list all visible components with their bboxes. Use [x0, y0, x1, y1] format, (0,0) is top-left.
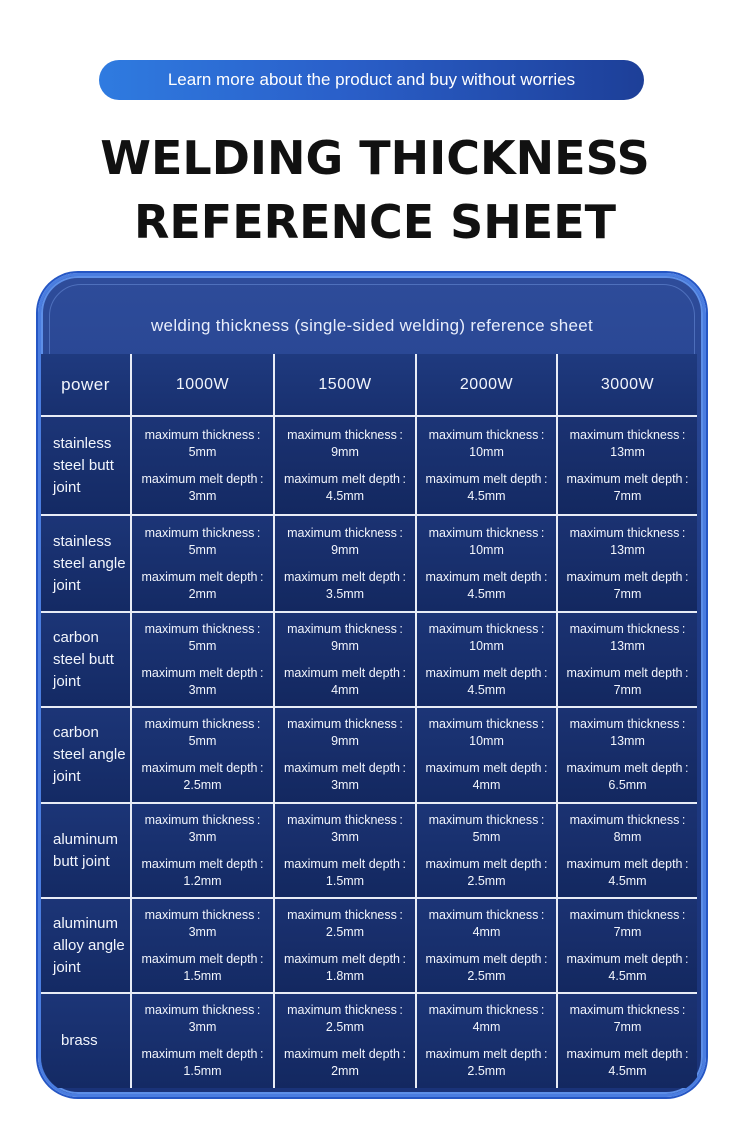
- melt-depth-pair: [567, 856, 689, 890]
- thickness-pair: [145, 907, 261, 941]
- thickness-label: maximum thickness :: [428, 427, 545, 442]
- melt-depth-pair: [142, 951, 264, 985]
- thickness-label: maximum thickness :: [428, 717, 545, 731]
- thickness-pair: [287, 1002, 403, 1036]
- thickness-pair: [145, 812, 261, 846]
- thickness-value: 2.5mm: [325, 924, 365, 939]
- thickness-label: maximum thickness :: [287, 525, 403, 540]
- column-header-1500w: 1500W: [275, 354, 417, 417]
- thickness-pair: [429, 427, 545, 461]
- melt-depth-label: maximum melt depth :: [566, 951, 689, 966]
- thickness-value: 3mm: [188, 1020, 217, 1034]
- thickness-value: 5mm: [188, 734, 217, 748]
- thickness-pair: [145, 621, 261, 655]
- column-header-power: power: [41, 354, 132, 417]
- thickness-label: maximum thickness :: [144, 1003, 261, 1017]
- melt-depth-label: maximum melt depth :: [141, 471, 264, 486]
- table-row: [41, 994, 697, 1088]
- melt-depth-value: 2mm: [331, 1064, 359, 1078]
- thickness-pair: [570, 621, 686, 655]
- thickness-value: 13mm: [610, 444, 645, 459]
- table-cell: [132, 994, 275, 1088]
- melt-depth-label: maximum melt depth :: [566, 471, 689, 486]
- table-cell: [558, 708, 697, 804]
- melt-depth-pair: [284, 569, 406, 603]
- thickness-pair: [287, 525, 403, 559]
- melt-depth-label: maximum melt depth :: [566, 569, 689, 584]
- table-row: [41, 804, 697, 899]
- thickness-pair: [429, 907, 545, 941]
- melt-depth-value: 1.5mm: [183, 1064, 222, 1078]
- thickness-value: 10mm: [469, 734, 504, 748]
- thickness-label: maximum thickness :: [144, 621, 261, 636]
- thickness-value: 9mm: [331, 734, 359, 748]
- row-material-label: aluminum butt joint: [41, 804, 132, 899]
- melt-depth-pair: [284, 760, 406, 794]
- thickness-label: maximum thickness :: [569, 621, 686, 636]
- table-cell: [558, 804, 697, 899]
- melt-depth-label: maximum melt depth :: [284, 951, 406, 966]
- thickness-pair: [570, 1002, 686, 1036]
- melt-depth-label: maximum melt depth :: [566, 856, 689, 871]
- page-title-line-1: WELDING THICKNESS: [100, 131, 650, 185]
- thickness-pair: [570, 716, 686, 750]
- thickness-pair: [287, 812, 403, 846]
- table-cell: [275, 899, 417, 994]
- melt-depth-label: maximum melt depth :: [566, 1047, 689, 1061]
- table-cell: [275, 613, 417, 708]
- table-row: [41, 708, 697, 804]
- thickness-value: 9mm: [331, 638, 359, 653]
- column-header-1000w: 1000W: [132, 354, 275, 417]
- melt-depth-pair: [567, 760, 689, 794]
- thickness-label: maximum thickness :: [569, 717, 686, 731]
- melt-depth-pair: [284, 471, 406, 505]
- thickness-label: maximum thickness :: [569, 812, 686, 827]
- table-cell: [275, 804, 417, 899]
- melt-depth-pair: [142, 569, 264, 603]
- melt-depth-label: maximum melt depth :: [425, 471, 548, 486]
- melt-depth-label: maximum melt depth :: [425, 951, 548, 966]
- melt-depth-value: 7mm: [613, 586, 642, 601]
- table-cell: [558, 899, 697, 994]
- table-row: [41, 417, 697, 516]
- thickness-value: 3mm: [331, 829, 359, 844]
- thickness-pair: [429, 812, 545, 846]
- table-cell: [275, 994, 417, 1088]
- table-cell: [132, 899, 275, 994]
- thickness-value: 2.5mm: [325, 1020, 365, 1034]
- melt-depth-pair: [142, 760, 264, 794]
- melt-depth-pair: [284, 665, 406, 699]
- thickness-value: 7mm: [613, 1020, 642, 1034]
- row-material-label: carbon steel angle joint: [41, 708, 132, 804]
- melt-depth-label: maximum melt depth :: [284, 1047, 406, 1061]
- melt-depth-pair: [567, 569, 689, 603]
- melt-depth-label: maximum melt depth :: [284, 569, 406, 584]
- thickness-pair: [429, 1002, 545, 1036]
- melt-depth-pair: [426, 1046, 548, 1080]
- thickness-value: 3mm: [188, 924, 217, 939]
- melt-depth-pair: [142, 471, 264, 505]
- melt-depth-pair: [426, 760, 548, 794]
- thickness-label: maximum thickness :: [287, 427, 403, 442]
- table-row: [41, 516, 697, 613]
- thickness-label: maximum thickness :: [569, 427, 686, 442]
- table-header-row: [41, 354, 697, 417]
- melt-depth-value: 4.5mm: [608, 1064, 647, 1078]
- melt-depth-label: maximum melt depth :: [141, 569, 264, 584]
- melt-depth-pair: [284, 951, 406, 985]
- melt-depth-value: 2.5mm: [467, 968, 506, 983]
- thickness-value: 13mm: [610, 542, 645, 557]
- column-header-3000w: 3000W: [558, 354, 697, 417]
- table-cell: [417, 899, 558, 994]
- thickness-value: 5mm: [472, 829, 501, 844]
- melt-depth-value: 4.5mm: [467, 682, 506, 697]
- thickness-value: 7mm: [613, 924, 642, 939]
- melt-depth-pair: [567, 665, 689, 699]
- table-cell: [558, 516, 697, 613]
- thickness-pair: [145, 1002, 261, 1036]
- melt-depth-pair: [426, 569, 548, 603]
- melt-depth-pair: [567, 471, 689, 505]
- table-cell: [417, 804, 558, 899]
- thickness-label: maximum thickness :: [287, 717, 403, 731]
- table-row: [41, 613, 697, 708]
- thickness-value: 13mm: [610, 638, 645, 653]
- reference-table-panel: [38, 273, 706, 1097]
- thickness-pair: [287, 427, 403, 461]
- thickness-pair: [570, 427, 686, 461]
- thickness-pair: [287, 716, 403, 750]
- row-material-label: stainless steel butt joint: [41, 417, 132, 516]
- thickness-label: maximum thickness :: [144, 525, 261, 540]
- thickness-label: maximum thickness :: [428, 1003, 545, 1017]
- melt-depth-value: 2.5mm: [467, 873, 506, 888]
- melt-depth-value: 1.2mm: [183, 873, 222, 888]
- melt-depth-label: maximum melt depth :: [425, 856, 548, 871]
- table-cell: [417, 994, 558, 1088]
- thickness-label: maximum thickness :: [569, 907, 686, 922]
- thickness-label: maximum thickness :: [144, 907, 261, 922]
- melt-depth-pair: [142, 665, 264, 699]
- melt-depth-value: 7mm: [613, 488, 642, 503]
- melt-depth-pair: [567, 1046, 689, 1080]
- melt-depth-label: maximum melt depth :: [284, 471, 406, 486]
- thickness-pair: [429, 525, 545, 559]
- melt-depth-value: 4mm: [331, 682, 359, 697]
- table-row: [41, 899, 697, 994]
- table-cell: [132, 613, 275, 708]
- table-cell: [558, 613, 697, 708]
- row-material-label: brass: [41, 994, 132, 1088]
- thickness-label: maximum thickness :: [287, 1003, 403, 1017]
- melt-depth-value: 4.5mm: [467, 488, 506, 503]
- melt-depth-value: 4.5mm: [325, 488, 365, 503]
- thickness-pair: [287, 621, 403, 655]
- table-cell: [417, 613, 558, 708]
- thickness-label: maximum thickness :: [428, 525, 545, 540]
- table-cell: [558, 417, 697, 516]
- thickness-pair: [145, 427, 261, 461]
- table-cell: [417, 516, 558, 613]
- thickness-value: 13mm: [610, 734, 645, 748]
- thickness-value: 10mm: [469, 542, 504, 557]
- table-cell: [417, 417, 558, 516]
- melt-depth-value: 4mm: [472, 778, 501, 792]
- melt-depth-value: 3mm: [188, 682, 217, 697]
- thickness-pair: [570, 525, 686, 559]
- melt-depth-pair: [142, 1046, 264, 1080]
- melt-depth-pair: [426, 856, 548, 890]
- table-cell: [275, 417, 417, 516]
- row-material-label: carbon steel butt joint: [41, 613, 132, 708]
- table-cell: [132, 516, 275, 613]
- melt-depth-label: maximum melt depth :: [141, 665, 264, 680]
- thickness-pair: [287, 907, 403, 941]
- promo-banner-text: Learn more about the product and buy without worries: [167, 70, 576, 89]
- thickness-value: 4mm: [472, 924, 501, 939]
- thickness-label: maximum thickness :: [428, 621, 545, 636]
- table-cell: [132, 417, 275, 516]
- thickness-value: 5mm: [188, 638, 217, 653]
- melt-depth-value: 1.5mm: [325, 873, 365, 888]
- melt-depth-pair: [284, 1046, 406, 1080]
- melt-depth-label: maximum melt depth :: [566, 665, 689, 680]
- table-cell: [417, 708, 558, 804]
- thickness-label: maximum thickness :: [144, 812, 261, 827]
- thickness-value: 9mm: [331, 542, 359, 557]
- thickness-pair: [429, 621, 545, 655]
- melt-depth-label: maximum melt depth :: [141, 1047, 264, 1061]
- thickness-label: maximum thickness :: [569, 1003, 686, 1017]
- melt-depth-pair: [426, 951, 548, 985]
- melt-depth-label: maximum melt depth :: [425, 569, 548, 584]
- melt-depth-pair: [426, 665, 548, 699]
- melt-depth-value: 4.5mm: [608, 873, 647, 888]
- page-title: [0, 126, 750, 254]
- thickness-pair: [145, 525, 261, 559]
- melt-depth-label: maximum melt depth :: [425, 665, 548, 680]
- melt-depth-value: 3mm: [188, 488, 217, 503]
- thickness-label: maximum thickness :: [287, 621, 403, 636]
- thickness-pair: [570, 812, 686, 846]
- column-header-2000w: 2000W: [417, 354, 558, 417]
- thickness-value: 5mm: [188, 444, 217, 459]
- row-material-label: aluminum alloy angle joint: [41, 899, 132, 994]
- table-cell: [275, 708, 417, 804]
- thickness-value: 10mm: [469, 444, 504, 459]
- melt-depth-value: 2.5mm: [467, 1064, 506, 1078]
- melt-depth-value: 1.8mm: [325, 968, 365, 983]
- thickness-value: 4mm: [472, 1020, 501, 1034]
- page-title-line-2: REFERENCE SHEET: [133, 195, 617, 249]
- melt-depth-pair: [284, 856, 406, 890]
- melt-depth-value: 7mm: [613, 682, 642, 697]
- melt-depth-value: 6.5mm: [608, 778, 647, 792]
- melt-depth-value: 1.5mm: [183, 968, 222, 983]
- melt-depth-pair: [426, 471, 548, 505]
- row-material-label: stainless steel angle joint: [41, 516, 132, 613]
- table-caption: welding thickness (single-sided welding) reference sheet: [150, 316, 594, 335]
- thickness-pair: [429, 716, 545, 750]
- melt-depth-pair: [567, 951, 689, 985]
- melt-depth-value: 4.5mm: [608, 968, 647, 983]
- thickness-label: maximum thickness :: [144, 427, 261, 442]
- melt-depth-label: maximum melt depth :: [425, 1047, 548, 1061]
- melt-depth-label: maximum melt depth :: [566, 761, 689, 775]
- thickness-label: maximum thickness :: [287, 812, 403, 827]
- melt-depth-label: maximum melt depth :: [284, 665, 406, 680]
- thickness-label: maximum thickness :: [144, 717, 261, 731]
- melt-depth-value: 2.5mm: [183, 778, 222, 792]
- table-cell: [132, 708, 275, 804]
- thickness-label: maximum thickness :: [428, 907, 545, 922]
- melt-depth-value: 3mm: [331, 778, 359, 792]
- melt-depth-label: maximum melt depth :: [425, 761, 548, 775]
- thickness-value: 10mm: [469, 638, 504, 653]
- table-cell: [132, 804, 275, 899]
- thickness-pair: [145, 716, 261, 750]
- thickness-label: maximum thickness :: [569, 525, 686, 540]
- melt-depth-label: maximum melt depth :: [141, 951, 264, 966]
- thickness-label: maximum thickness :: [428, 812, 545, 827]
- melt-depth-label: maximum melt depth :: [141, 761, 264, 775]
- thickness-pair: [570, 907, 686, 941]
- promo-banner[interactable]: [99, 60, 644, 100]
- thickness-value: 9mm: [331, 444, 359, 459]
- melt-depth-pair: [142, 856, 264, 890]
- thickness-label: maximum thickness :: [287, 907, 403, 922]
- melt-depth-label: maximum melt depth :: [284, 856, 406, 871]
- melt-depth-label: maximum melt depth :: [284, 761, 406, 775]
- melt-depth-value: 2mm: [188, 586, 217, 601]
- table-cell: [558, 994, 697, 1088]
- thickness-value: 3mm: [188, 829, 217, 844]
- melt-depth-label: maximum melt depth :: [141, 856, 264, 871]
- table-cell: [275, 516, 417, 613]
- thickness-value: 8mm: [613, 829, 642, 844]
- melt-depth-value: 3.5mm: [325, 586, 365, 601]
- thickness-value: 5mm: [188, 542, 217, 557]
- melt-depth-value: 4.5mm: [467, 586, 506, 601]
